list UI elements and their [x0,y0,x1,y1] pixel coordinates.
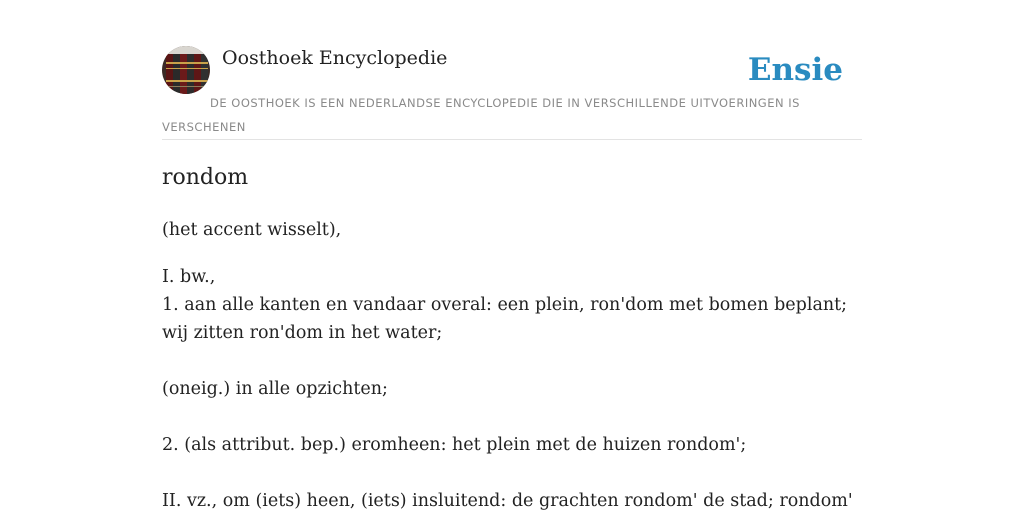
brand-logo-link[interactable]: Ensie [747,52,843,88]
paragraph-gap [162,347,862,375]
paragraph-gap [162,403,862,431]
definition-line: 1. aan alle kanten en vandaar overal: een plein, ron'dom met bomen beplant; wij zitten ron'dom in het water; [162,295,848,343]
site-header [162,46,862,140]
entry-title: rondom [162,165,249,190]
book-spines-icon[interactable] [162,46,210,94]
site-name-link[interactable]: Oosthoek Encyclopedie [222,47,448,69]
definition-line: I. bw., [162,267,216,287]
entry-definition [162,263,862,512]
accent-note: (het accent wisselt), [162,220,342,240]
site-tagline: DE OOSTHOEK IS EEN NEDERLANDSE ENCYCLOPEDIE DIE IN VERSCHILLENDE UITVOERINGEN IS VERSCHENEN [162,96,800,134]
definition-line: II. vz., om (iets) heen, (iets) insluitend: de grachten rondom' de stad; rondom' [162,491,853,511]
definition-line: (oneig.) in alle opzichten; [162,379,388,399]
paragraph-gap [162,459,862,487]
definition-line: 2. (als attribut. bep.) eromheen: het plein met de huizen rondom'; [162,435,747,455]
